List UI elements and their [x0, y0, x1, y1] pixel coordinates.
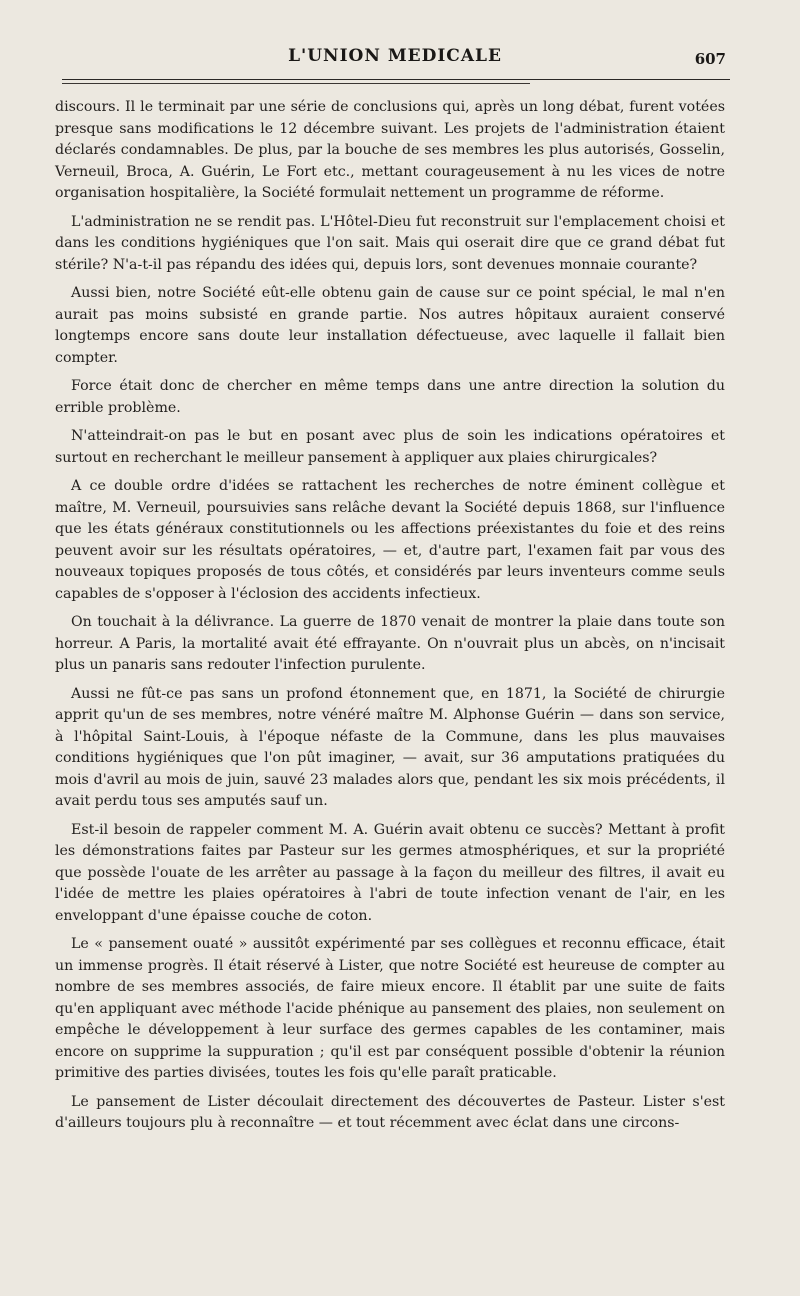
page-number: 607 — [694, 50, 726, 68]
paragraph: Le pansement de Lister découlait directement des découvertes de Pasteur. Lister s'est d'ailleurs toujours plu à reconnaître — et tout récemment avec éclat dans une circons- — [55, 1093, 725, 1131]
paragraph: A ce double ordre d'idées se rattachent les recherches de notre éminent collègue et maître, M. Verneuil, poursuivies sans relâche devant la Société depuis 1868, sur l'influence que les états généraux constitutionnels ou les affections préexistantes du foie et des reins peuvent avoir sur les résultats opératoires, — et, d'autre part, l'examen fait par vous des nouveaux topiques proposés de tous côtés, et considérés par leurs inventeurs comme seuls capables de s'opposer à l'éclosion des accidents infectieux. — [55, 478, 725, 602]
paragraph: Le « pansement ouaté » aussitôt expérimenté par ses collègues et reconnu efficace, était un immense progrès. Il était réservé à Lister, que notre Société est heureuse de compter au nombre de ses membres associés, de faire mieux encore. Il établit par une suite de faits qu'en appliquant avec méthode l'acide phénique au pansement des plaies, non seulement on empêche le développement à leur surface des germes capables de les contaminer, mais encore on supprime la suppuration ; qu'il est par conséquent possible d'obtenir la réunion primitive des parties divisées, toutes les fois qu'elle paraît praticable. — [55, 936, 725, 1081]
running-head: L'UNION MEDICALE — [288, 46, 502, 66]
paragraph: Aussi ne fût-ce pas sans un profond étonnement que, en 1871, la Société de chirurgie apprit qu'un de ses membres, notre vénéré maître M. Alphonse Guérin — dans son service, à l'hôpital Saint-Louis, à l'époque néfaste de la Commune, dans les plus mauvaises conditions hygiéniques que l'on pût imaginer, — avait, sur 36 amputations pratiquées du mois d'avril au mois de juin, sauvé 23 malades alors que, pendant les six mois précédents, il avait perdu tous ses amputés sauf un. — [55, 685, 725, 809]
paragraph: Aussi bien, notre Société eût-elle obtenu gain de cause sur ce point spécial, le mal n'en aurait pas moins subsisté en grande partie. Nos autres hôpitaux auraient conservé longtemps encore sans doute leur installation défectueuse, avec laquelle il fallait bien compter. — [55, 285, 725, 366]
header-rule-secondary — [62, 83, 530, 84]
paragraph: L'administration ne se rendit pas. L'Hôtel-Dieu fut reconstruit sur l'emplacement choisi et dans les conditions hygiéniques que l'on sait. Mais qui oserait dire que ce grand débat fut stérile? N'a-t-il pas répandu des idées qui, depuis lors, sont devenues monnaie courante? — [55, 213, 725, 273]
page-header — [60, 42, 730, 76]
paragraph: On touchait à la délivrance. La guerre de 1870 venait de montrer la plaie dans toute son horreur. A Paris, la mortalité avait été effrayante. On n'ouvrait plus un abcès, on n'incisait plus un panaris sans redouter l'infection purulente. — [55, 614, 725, 673]
header-rule — [62, 79, 730, 80]
body-text — [55, 97, 725, 1142]
paragraph: Force était donc de chercher en même temps dans une antre direction la solution du errible problème. — [55, 378, 725, 416]
paragraph: discours. Il le terminait par une série de conclusions qui, après un long débat, furent votées presque sans modifications le 12 décembre suivant. Les projets de l'administration étaient déclarés condamnables. De plus, par la bouche de ses membres les plus autorisés, Gosselin, Verneuil, Broca, A. Guérin, Le Fort etc., mettant courageusement à nu les vices de notre organisation hospitalière, la Société formulait nettement un programme de réforme. — [55, 99, 725, 201]
paragraph: Est-il besoin de rappeler comment M. A. Guérin avait obtenu ce succès? Mettant à profit les démonstrations faites par Pasteur sur les germes atmosphériques, et sur la propriété que possède l'ouate de les arrêter au passage à la façon du meilleur des filtres, il avait eu l'idée de mettre les plaies opératoires à l'abri de toute infection venant de l'air, en les enveloppant d'une épaisse couche de coton. — [55, 821, 725, 924]
paragraph: N'atteindrait-on pas le but en posant avec plus de soin les indications opératoires et surtout en recherchant le meilleur pansement à appliquer aux plaies chirurgicales? — [55, 428, 725, 466]
